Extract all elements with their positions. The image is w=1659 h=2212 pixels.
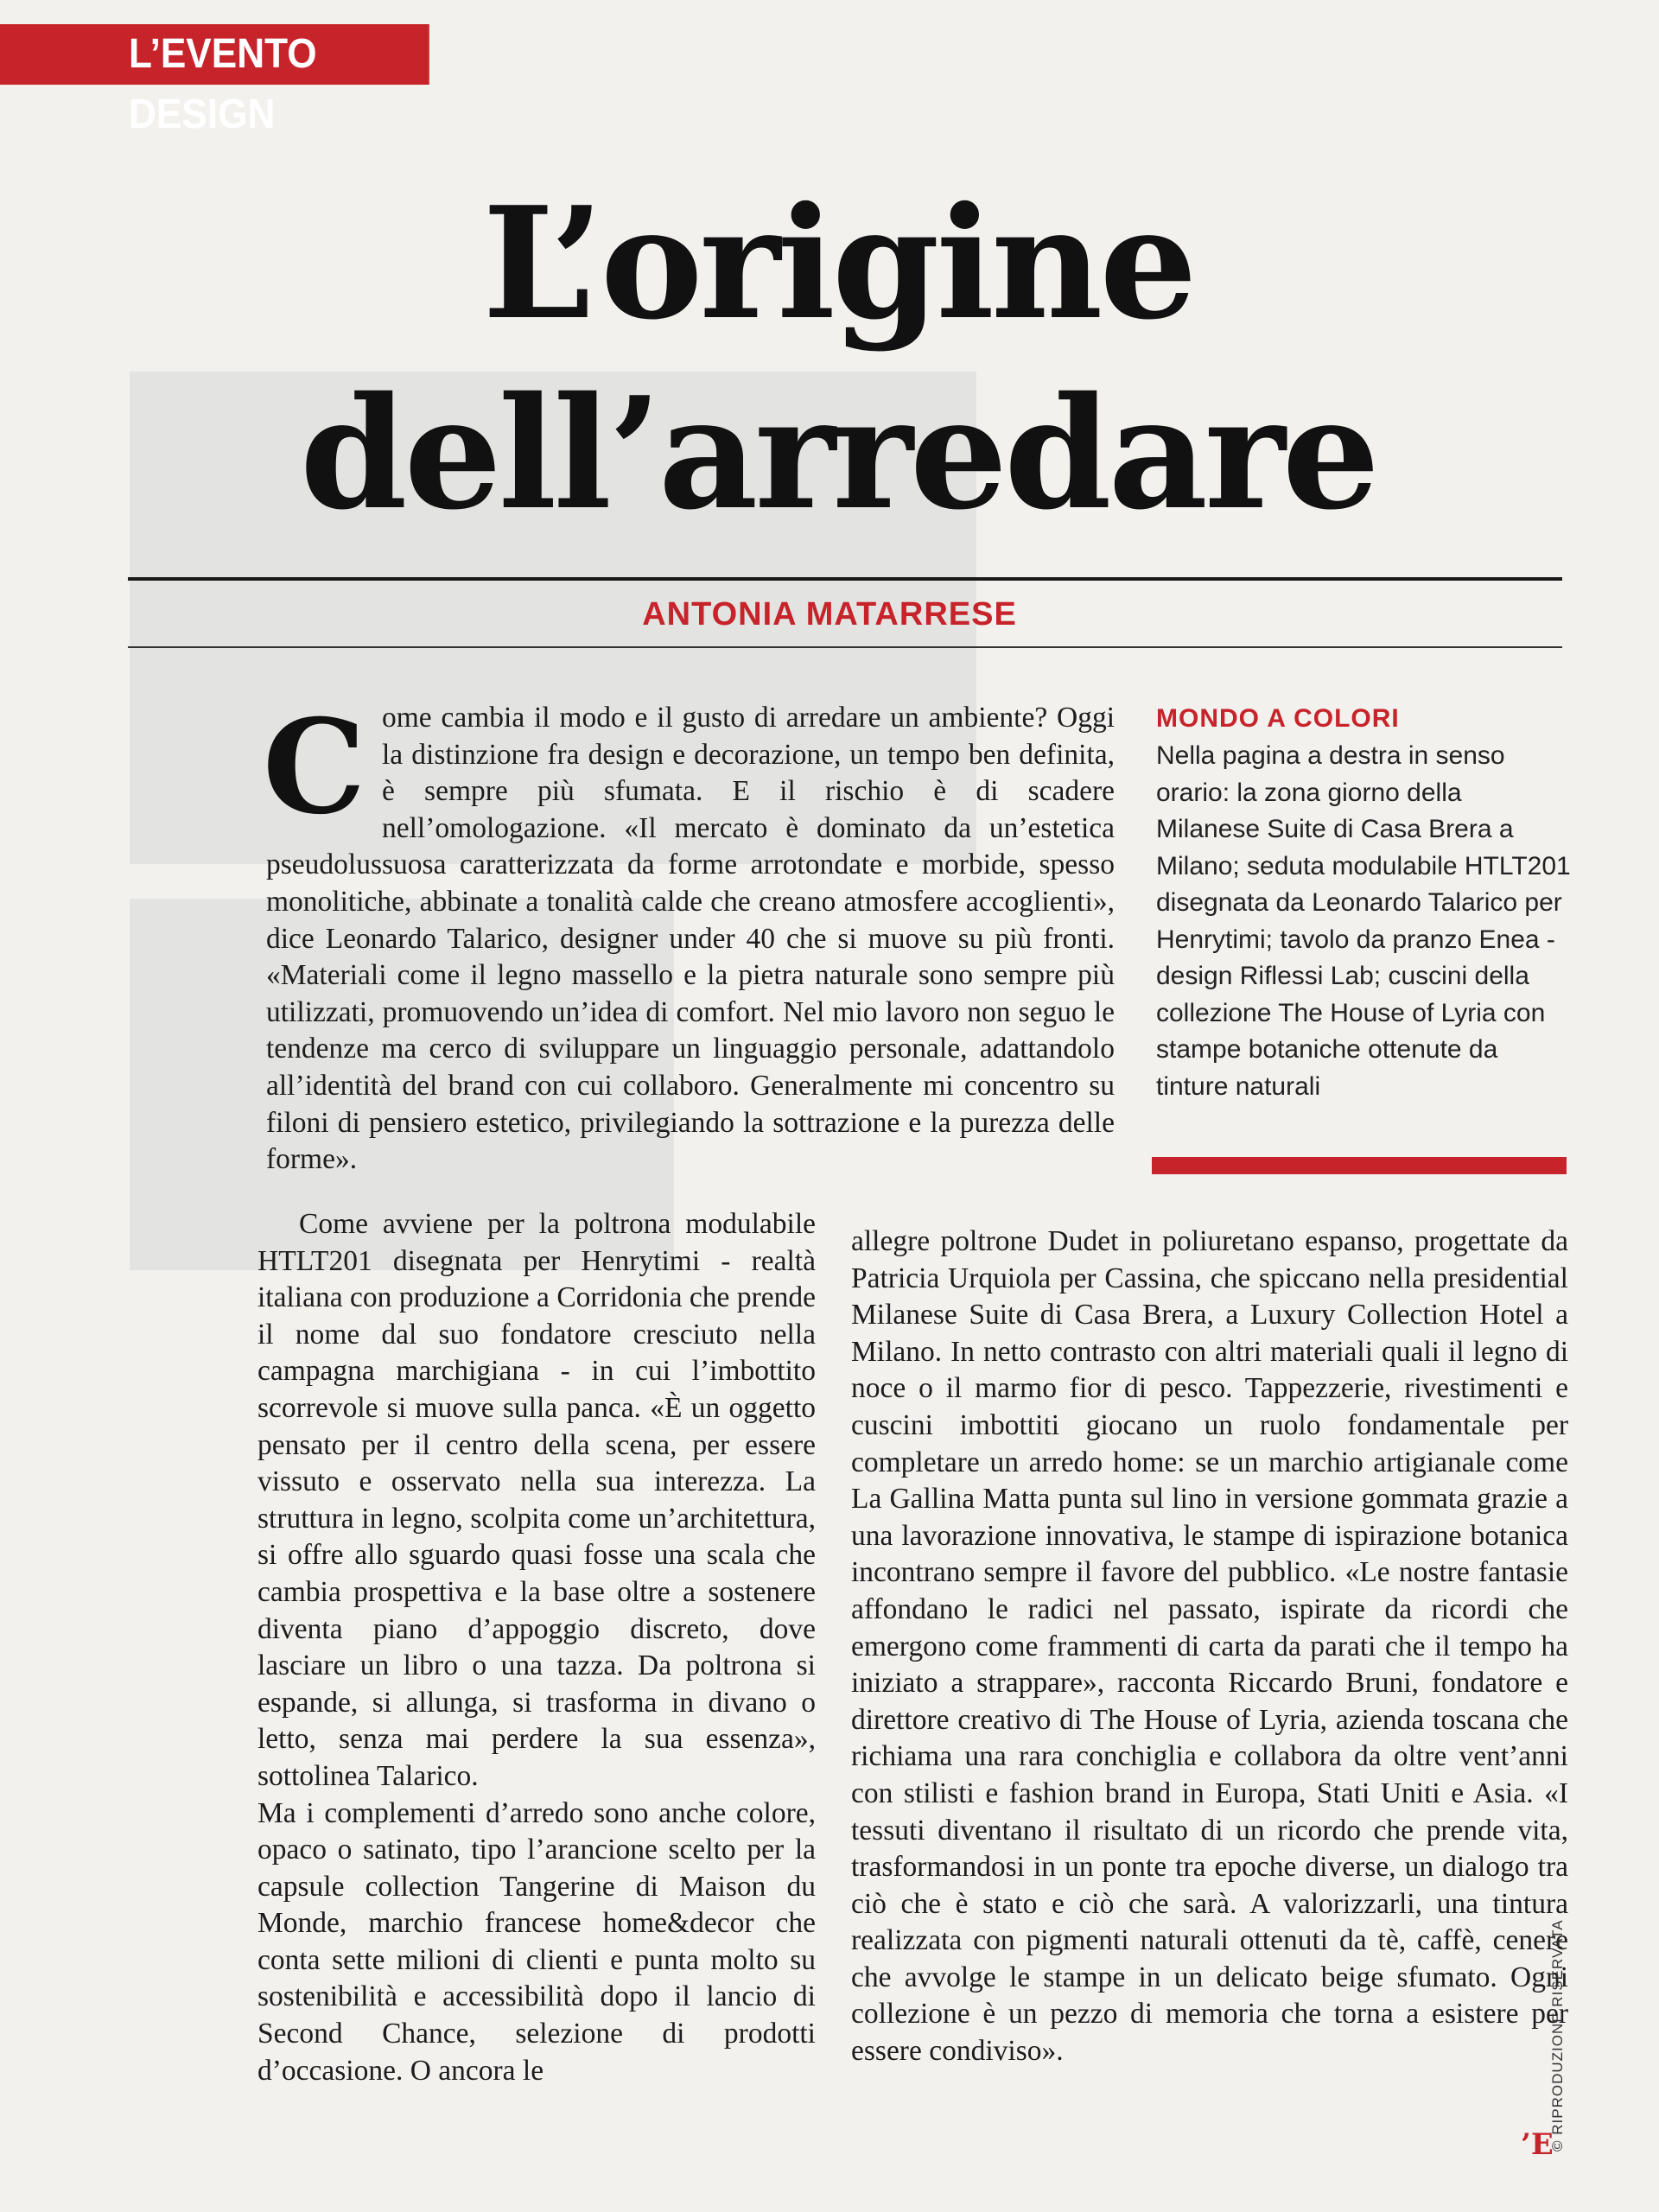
headline-line-2: dell’arredare: [300, 363, 1376, 543]
section-tag: L’EVENTO DESIGN: [0, 24, 429, 85]
sidebar-accent-bar: [1152, 1157, 1567, 1174]
left-column: [257, 1206, 816, 2089]
divider-top: [128, 577, 1562, 581]
sidebar-title: MONDO A COLORI: [1156, 704, 1400, 733]
left-column-paragraph-1: Come avviene per la poltrona modulabile HTLT201 disegnata per Henrytimi - realtà italiana con produzione a Corridonia che prende il nome dal suo fondatore cresciuto nella campagna marchigiana - in cui l’imbottito scorrevole si muove sulla panca. «È un oggetto pensato per il centro della scena, per essere vissuto e osservato nella sua interezza. La struttura in legno, scolpita come un’architettura, si offre allo sguardo quasi fosse una scala che cambia prospettiva e la base oltre a sostenere diventa piano d’appoggio discreto, dove lasciare un libro o una tazza. Da poltrona si espande, si allunga, si trasforma in divano o letto, senza mai perdere la sua essenza», sottolinea Talarico.: [257, 1208, 816, 1792]
right-column: [851, 1224, 1568, 2070]
copyright-notice: © RIPRODUZIONE RISERVATA: [1549, 1919, 1566, 2152]
sidebar-body: Nella pagina a destra in senso orario: la zona giorno della Milanese Suite di Casa Brera a Milano; seduta modulabile HTLT201 disegnata da Leonardo Talarico per Henrytimi; tavolo da pranzo Enea - design Riflessi Lab; cuscini della collezione The House of Lyria con stampe botaniche ottenute da tinture naturali: [1156, 741, 1571, 1101]
left-column-paragraph-2: Ma i complementi d’arredo sono anche colore, opaco o satinato, tipo l’arancione scelto per la capsule collection Tangerine di Maison du Monde, marchio francese home&decor che conta sette milioni di clienti e punta molto su sostenibilità e accessibilità dopo il lancio di Second Chance, selezione di prodotti d’occasione. O ancora le: [257, 1796, 816, 2087]
headline-line-1: L’origine: [482, 173, 1194, 353]
end-mark: ’E: [1521, 2127, 1554, 2162]
sidebar-caption: [1156, 702, 1571, 1105]
drop-cap: C: [263, 691, 366, 843]
lead-paragraph: [263, 691, 1115, 1179]
divider-bottom: [128, 646, 1562, 648]
lead-text: ome cambia il modo e il gusto di arredare un ambiente? Oggi la distinzione fra design e decorazione, un tempo ben definita, è sempre più sfumata. E il rischio è di scadere nell’omologazione. «Il mercato è dominato da un’estetica pseudolussuosa caratterizzata da forme arrotondate e morbide, spesso monolitiche, abbinate a tonalità calde che creano atmosfere accoglienti», dice Leonardo Talarico, designer under 40 che si muove su più fronti. «Materiali come il legno massello e la pietra naturale sono sempre più utilizzati, promuovendo un’idea di comfort. Nel mio lavoro non seguo le tendenze ma cerco di sviluppare un linguaggio personale, adattandolo all’identità del brand con cui collaboro. Generalmente mi concentro su filoni di pensiero estetico, privilegiando la sottrazione e la purezza delle forme».: [266, 702, 1115, 1176]
byline-author: ANTONIA MATARRESE: [642, 596, 1017, 632]
right-column-paragraph-1: allegre poltrone Dudet in poliuretano espanso, progettate da Patricia Urquiola per Cassina, che spiccano nella presidential Milanese Suite di Casa Brera, a Luxury Collection Hotel a Milano. In netto contrasto con altri materiali quali il legno di noce o il marmo fior di pesco. Tappezzerie, rivestimenti e cuscini imbottiti giocano un ruolo fondamentale per completare un arredo home: se un marchio artigianale come La Gallina Matta punta sul lino in versione gommata grazie a una lavorazione innovativa, le stampe di ispirazione botanica incontrano sempre il favore del pubblico. «Le nostre fantasie affondano le radici nel passato, ispirate da ricordi che emergono come frammenti di carta da parati che il tempo ha iniziato a strappare», racconta Riccardo Bruni, fondatore e direttore creativo di The House of Lyria, azienda toscana che richiama una rara conchiglia e collabora da oltre vent’anni con stilisti e fashion brand in Europa, Stati Uniti e Asia. «I tessuti diventano il risultato di un ricordo che prende vita, trasformandosi in un ponte tra epoche diverse, un dialogo tra ciò che è stato e ciò che sarà. A valorizzarli, una tintura realizzata con pigmenti naturali ottenuti da tè, caffè, cenere che avvolge le stampe in un delicato beige sfumato. Ogni collezione è un pezzo di memoria che torna a esistere per essere condiviso».: [851, 1225, 1568, 2068]
